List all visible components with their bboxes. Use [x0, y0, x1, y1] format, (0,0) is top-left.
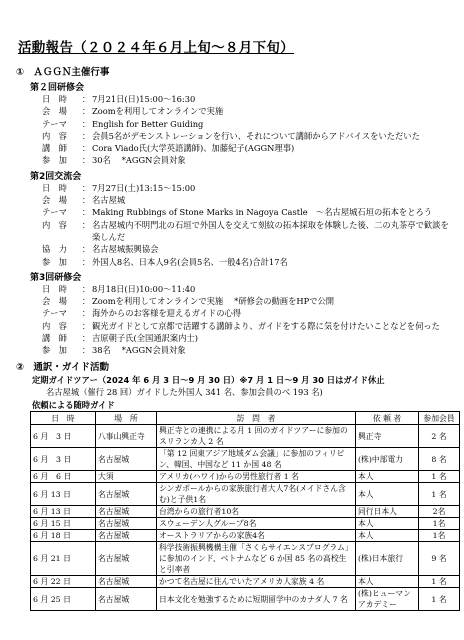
section2-heading: [16, 359, 454, 373]
detail-label: 会 場: [42, 195, 67, 206]
cell-visitors: 日本文化を勉強するために短期留学中のカナダ人 7 名: [157, 588, 356, 611]
cell-place: 大須: [96, 471, 157, 483]
detail-value: English for Better Guiding: [92, 118, 204, 129]
cell-date: 6 月 13 日: [31, 506, 96, 518]
meeting-detail-row: [42, 243, 454, 255]
meeting-heading: 第2回交流会: [30, 171, 82, 182]
detail-label: テーマ: [42, 308, 67, 319]
cell-visitors: 台湾からの旅行者10名: [157, 506, 356, 518]
section1-title: ＡＧＧＮ主催行事: [33, 67, 110, 78]
detail-value: 外国人8名、日本人9名(会員5名、一般4名)合計17名: [92, 256, 288, 267]
tour-detail: 名古屋城（催行 28 回）ガイドした外国人 341 名、参加会員のべ 193 名): [46, 387, 323, 398]
detail-separator: ：: [81, 207, 91, 218]
detail-value: 観光ガイドとして京都で活躍する講師より、ガイドをする際に気を付けたいことなどを伺った: [92, 320, 440, 331]
cell-members: 2名: [419, 506, 460, 518]
request-guide-table: [30, 411, 460, 611]
detail-label: テーマ: [42, 118, 67, 129]
meeting-detail-row: [42, 154, 454, 166]
detail-separator: ：: [81, 182, 91, 193]
meetings-list: [12, 80, 454, 357]
detail-separator: ：: [81, 244, 91, 255]
cell-members: 8 名: [419, 448, 460, 471]
cell-requester: 本人: [356, 530, 419, 542]
header-members: 参加会員: [419, 412, 460, 425]
table-row: [31, 471, 460, 483]
cell-date: 6 月 15 日: [31, 518, 96, 530]
section1-number: ①: [16, 67, 25, 78]
meeting-detail-row: [42, 206, 454, 218]
request-heading: 依頼による随時ガイド: [32, 399, 115, 410]
meeting-detail-row: [42, 118, 454, 130]
meeting-detail-row: [42, 130, 454, 142]
cell-place: 名古屋城: [96, 576, 157, 588]
cell-requester: (株)日本旅行: [356, 542, 419, 576]
cell-requester: 本人: [356, 518, 419, 530]
cell-date: 6 月 13 日: [31, 483, 96, 506]
detail-value: Zoomを利用してオンラインで実施: [92, 106, 224, 117]
cell-visitors: 科学技術振興機構主催「さくらサイエンスプログラム」に参加のインド、ベトナムなど 6 か国 85 名の高校生と引率者: [157, 542, 356, 576]
detail-value: 名古屋城内不明門北の石垣で外国人を交えて刻紋の拓本採取を体験した後、二の丸茶亭で歓談を楽しんだ: [92, 219, 449, 242]
cell-requester: 同行日本人: [356, 506, 419, 518]
cell-members: 1 名: [419, 576, 460, 588]
table-row: [31, 576, 460, 588]
detail-value: 会員5名がデモンストレーションを行い、それについて講師からアドバイスをいただいた: [92, 130, 420, 141]
detail-value: Cora Viado氏(大学英語講師)、加藤紀子(AGGN理事): [92, 143, 295, 154]
detail-value: 7月21日(日)15:00～16:30: [92, 94, 196, 104]
detail-separator: ：: [81, 195, 91, 206]
detail-separator: ：: [81, 283, 91, 294]
meeting-detail-row: [42, 219, 454, 244]
meeting-detail-row: [42, 93, 454, 105]
cell-date: 6 月 21 日: [31, 542, 96, 576]
meeting-detail-row: [42, 344, 454, 356]
table-row: [31, 483, 460, 506]
table-row: [31, 530, 460, 542]
table-row: [31, 425, 460, 448]
detail-value: 名古屋城: [92, 195, 126, 206]
cell-requester: (株)中部電力: [356, 448, 419, 471]
section2-title: 通訳・ガイド活動: [33, 361, 110, 373]
cell-place: 名古屋城: [96, 448, 157, 471]
detail-value: 8月18日(日)10:00～11:40: [92, 283, 196, 294]
detail-separator: ：: [81, 106, 91, 117]
detail-value: 30名 *AGGN会員対象: [92, 155, 186, 166]
meeting-detail-row: [42, 295, 454, 307]
detail-label: 参 加: [42, 256, 67, 267]
cell-visitors: アメリカ(ハワイ)からの男性旅行者 1 名: [157, 471, 356, 483]
detail-separator: ：: [81, 118, 91, 129]
section2-number: ②: [16, 361, 25, 373]
cell-place: 名古屋城: [96, 530, 157, 542]
detail-value: 名古屋城振興協会: [92, 244, 159, 255]
cell-date: 6 月 3 日: [31, 448, 96, 471]
detail-label: 日 時: [42, 283, 67, 294]
cell-members: 1 名: [419, 483, 460, 506]
cell-visitors: 興正寺との連携による月 1 回のガイドツアーに参加のスリランカ人 2 名: [157, 425, 356, 448]
section1-heading: [16, 64, 454, 78]
meeting-detail-row: [42, 332, 454, 344]
header-place: 場 所: [96, 412, 157, 425]
cell-requester: 興正寺: [356, 425, 419, 448]
cell-date: 6 月 25 日: [31, 588, 96, 611]
header-date: 日 時: [31, 412, 96, 425]
table-row: [31, 542, 460, 576]
detail-separator: ：: [81, 256, 91, 267]
detail-label: 参 加: [42, 155, 67, 166]
table-header-row: [31, 412, 460, 425]
detail-separator: ：: [81, 143, 91, 154]
cell-requester: 本人: [356, 471, 419, 483]
cell-visitors: 「第 12 回東アジア地域ダム会議」に参加のフィリピン、韓国、中国など 11 か国 48 名: [157, 448, 356, 471]
meeting-detail-row: [42, 182, 454, 194]
cell-place: 名古屋城: [96, 518, 157, 530]
table-row: [31, 518, 460, 530]
cell-members: 9 名: [419, 542, 460, 576]
detail-label: 会 場: [42, 296, 67, 307]
meeting-detail-row: [42, 105, 454, 117]
table-row: [31, 506, 460, 518]
cell-members: 1名: [419, 530, 460, 542]
cell-members: 2 名: [419, 425, 460, 448]
cell-members: 1 名: [419, 588, 460, 611]
detail-value: 7月27日(土)13:15～15:00: [92, 182, 196, 193]
cell-place: 名古屋城: [96, 506, 157, 518]
detail-label: 内 容: [42, 320, 67, 331]
tour-heading: 定期ガイドツアー（2024 年 6 月 3 日～9 月 30 日）※7 月 1 日～9 月 30 日はガイド休止: [32, 374, 385, 385]
cell-date: 6 月 3 日: [31, 425, 96, 448]
detail-label: 日 時: [42, 94, 67, 104]
cell-date: 6 月 22 日: [31, 576, 96, 588]
detail-label: 参 加: [42, 345, 67, 356]
meeting-heading: 第２回研修会: [30, 83, 85, 93]
page-title: 活動報告（２０２４年６月上旬～８月下旬）: [18, 40, 294, 56]
detail-separator: ：: [81, 155, 91, 166]
meeting-detail-row: [42, 256, 454, 268]
table-row: [31, 448, 460, 471]
header-requester: 依 頼 者: [356, 412, 419, 425]
cell-members: 1名: [419, 518, 460, 530]
detail-label: 講 師: [42, 333, 67, 344]
detail-label: 内 容: [42, 219, 67, 230]
detail-separator: ：: [81, 308, 91, 319]
cell-place: 名古屋城: [96, 542, 157, 576]
meeting-detail-row: [42, 307, 454, 319]
detail-separator: ：: [81, 320, 91, 331]
detail-separator: ：: [81, 130, 91, 141]
detail-value: 吉原朝子氏(全国通訳案内士): [92, 333, 199, 344]
cell-place: 名古屋城: [96, 588, 157, 611]
detail-label: 協 力: [42, 244, 67, 255]
meeting-heading: 第3回研修会: [30, 272, 82, 283]
cell-members: 1 名: [419, 471, 460, 483]
detail-label: 内 容: [42, 130, 67, 141]
detail-separator: ：: [81, 219, 91, 230]
cell-visitors: かつて名古屋に住んでいたアメリカ人家族 4 名: [157, 576, 356, 588]
detail-value: Zoomを利用してオンラインで実施 *研修会の動画をHPで公開: [92, 296, 335, 307]
meeting-detail-row: [42, 320, 454, 332]
detail-label: 講 師: [42, 143, 67, 154]
detail-label: 日 時: [42, 182, 67, 193]
cell-place: 八事山興正寺: [96, 425, 157, 448]
detail-separator: ：: [81, 345, 91, 356]
detail-value: 海外からのお客様を迎えるガイドの心得: [92, 308, 242, 319]
detail-value: 38名 *AGGN会員対象: [92, 345, 186, 356]
meeting-detail-row: [42, 194, 454, 206]
detail-label: 会 場: [42, 106, 67, 117]
cell-requester: 本人: [356, 576, 419, 588]
detail-label: テーマ: [42, 207, 67, 218]
cell-place: 名古屋城: [96, 483, 157, 506]
detail-separator: ：: [81, 296, 91, 307]
header-visitors: 訪 問 者: [157, 412, 356, 425]
cell-visitors: シンガポールからの家族旅行者大人7名(メイドさん含む)と子供1名: [157, 483, 356, 506]
cell-requester: (株)ヒューマンアカデミー: [356, 588, 419, 611]
meeting-detail-row: [42, 283, 454, 295]
cell-visitors: オーストラリアからの家族4名: [157, 530, 356, 542]
detail-value: Making Rubbings of Stone Marks in Nagoya Castle ～名古屋城石垣の拓本をとろう: [92, 207, 433, 218]
cell-date: 6 月 18 日: [31, 530, 96, 542]
detail-separator: ：: [81, 333, 91, 344]
table-row: [31, 588, 460, 611]
cell-visitors: スウェーデン人グループ8名: [157, 518, 356, 530]
cell-requester: 本人: [356, 483, 419, 506]
cell-date: 6 月 6 日: [31, 471, 96, 483]
table-body: [31, 425, 460, 611]
meeting-detail-row: [42, 142, 454, 154]
detail-separator: ：: [81, 94, 91, 104]
